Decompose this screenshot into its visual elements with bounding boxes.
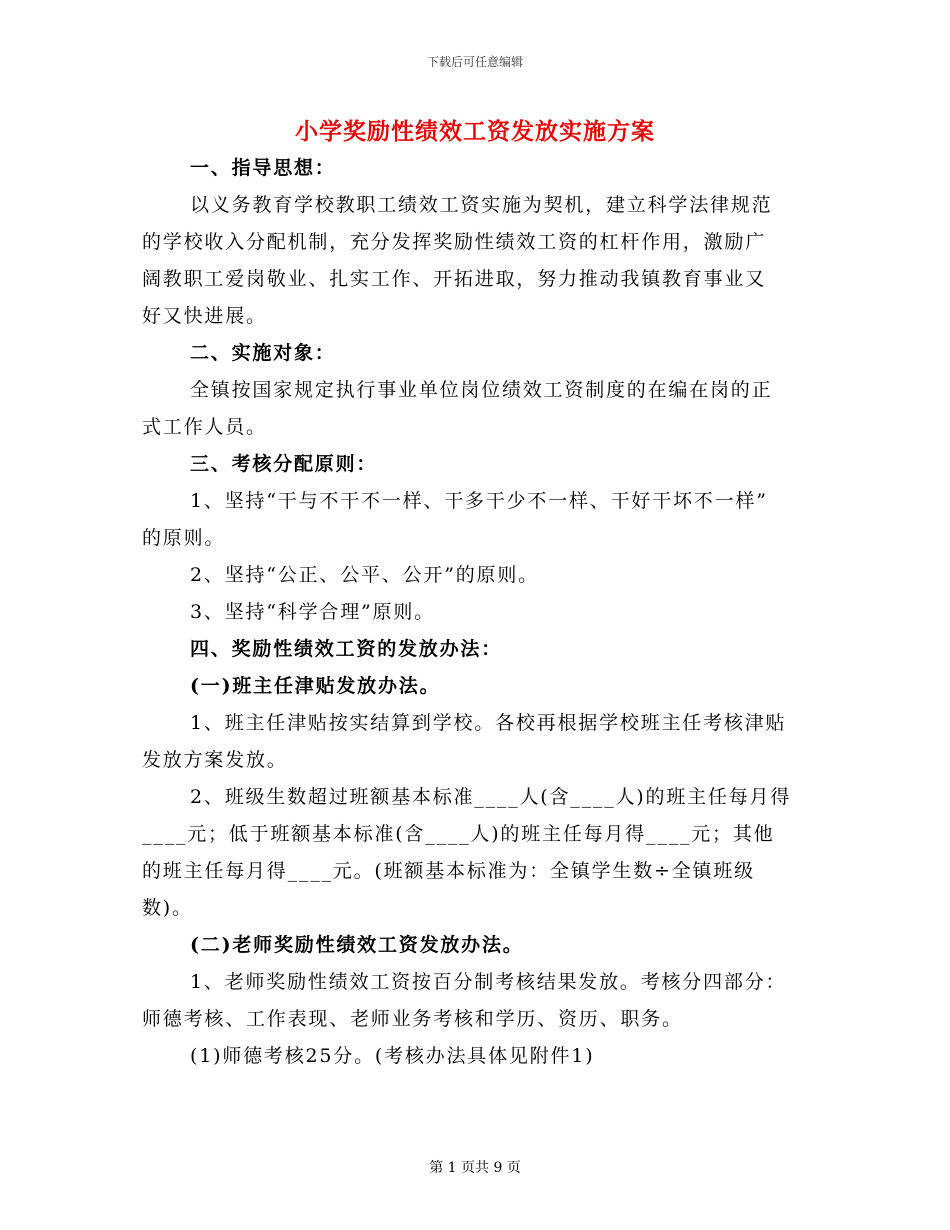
page-footer: 第 1 页共 9 页 xyxy=(429,1160,521,1176)
paragraph-line: 全镇按国家规定执行事业单位岗位绩效工资制度的在编在岗的正 xyxy=(190,379,773,401)
section-heading: 二、实施对象： xyxy=(190,342,336,364)
section-heading: (二)老师奖励性绩效工资发放办法。 xyxy=(190,934,524,956)
paragraph-line: 好又快进展。 xyxy=(142,305,267,327)
paragraph-line: 阔教职工爱岗敬业、扎实工作、开拓进取，努力推动我镇教育事业又 xyxy=(142,268,767,290)
section-heading: 四、奖励性绩效工资的发放办法： xyxy=(190,638,503,660)
paragraph-line: ____元；低于班额基本标准(含____人)的班主任每月得____元；其他 xyxy=(142,823,775,845)
paragraph-line: 师德考核、工作表现、老师业务考核和学历、资历、职务。 xyxy=(142,1008,683,1030)
paragraph-line: 2、班级生数超过班额基本标准____人(含____人)的班主任每月得 xyxy=(190,786,792,808)
paragraph-line: 发放方案发放。 xyxy=(142,749,288,771)
paragraph-line: 1、坚持“干与不干不一样、干多干少不一样、干好干坏不一样” xyxy=(190,490,768,512)
paragraph-line: 3、坚持“科学合理”原则。 xyxy=(190,601,435,623)
paragraph-line: 的班主任每月得____元。(班额基本标准为：全镇学生数÷全镇班级 xyxy=(142,860,755,882)
paragraph-line: 的原则。 xyxy=(142,527,226,549)
paragraph-line: 2、坚持“公正、公平、公开”的原则。 xyxy=(190,564,539,586)
paragraph-line: (1)师德考核25分。(考核办法具体见附件1) xyxy=(190,1045,595,1067)
section-heading: 三、考核分配原则： xyxy=(190,453,378,475)
section-heading: 一、指导思想： xyxy=(190,157,336,179)
paragraph-line: 1、老师奖励性绩效工资按百分制考核结果发放。考核分四部分： xyxy=(190,971,787,993)
paragraph-line: 的学校收入分配机制，充分发挥奖励性绩效工资的杠杆作用，激励广 xyxy=(142,231,767,253)
paragraph-line: 数)。 xyxy=(142,897,193,919)
section-heading: (一)班主任津贴发放办法。 xyxy=(190,675,441,697)
page-header-note: 下载后可任意编辑 xyxy=(426,55,523,69)
document-title: 小学奖励性绩效工资发放实施方案 xyxy=(295,118,655,145)
document-body xyxy=(142,150,807,1075)
paragraph-line: 1、班主任津贴按实结算到学校。各校再根据学校班主任考核津贴 xyxy=(190,712,787,734)
paragraph-line: 式工作人员。 xyxy=(142,416,267,438)
paragraph-line: 以义务教育学校教职工绩效工资实施为契机，建立科学法律规范 xyxy=(190,194,773,216)
